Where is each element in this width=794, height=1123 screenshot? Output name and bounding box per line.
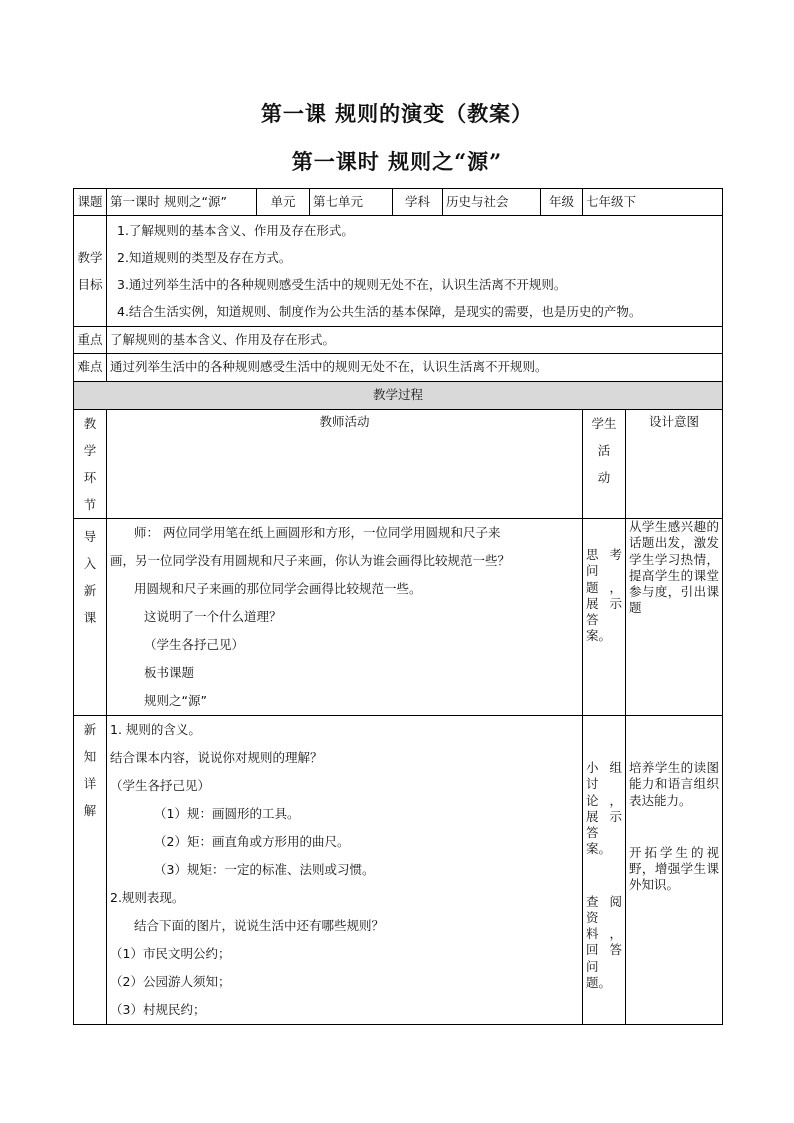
activity-line: （1）规：画圆形的工具。 (154, 806, 300, 821)
goal-item: 4.结合生活实例，知道规则、制度作为公共生活的基本保障，是现实的需要，也是历史的产物。 (117, 304, 642, 319)
key-point-value: 了解规则的基本含义、作用及存在形式。 (107, 327, 723, 354)
grade-label: 年级 (541, 189, 583, 216)
intro-design-intent: 从学生感兴趣的话题出发，激发学生学习热情，提高学生的课堂参与度，引出课题 (626, 519, 723, 716)
difficulty-label: 难点 (74, 354, 107, 382)
new-knowledge-row (74, 716, 723, 1025)
activity-line: 2.规则表现。 (110, 890, 185, 905)
goals-list (107, 216, 723, 327)
intent-column-header: 设计意图 (626, 410, 723, 519)
intro-teacher-activity (107, 519, 583, 716)
document-title: 第一课 规则的演变（教案） (260, 101, 534, 126)
lesson-plan-table (73, 188, 723, 1025)
key-point-row (74, 327, 723, 354)
activity-line: （3）村规民约； (110, 1002, 206, 1017)
student-column-header: 学生活 动 (583, 410, 626, 519)
teacher-column-header: 教师活动 (107, 410, 583, 519)
activity-line: （2）矩：画直角或方形用的曲尺。 (154, 834, 350, 849)
activity-line: 结合课本内容，说说你对规则的理解？ (110, 750, 323, 765)
difficulty-row (74, 354, 723, 382)
new-knowledge-student-activity: 小组讨论，展示答案。 查阅资料，回答问题。 (583, 716, 626, 1025)
activity-line: 1. 规则的含义。 (110, 722, 201, 737)
activity-line: （2）公园游人须知； (110, 974, 231, 989)
topic-label: 课题 (74, 189, 107, 216)
goal-item: 1.了解规则的基本含义、作用及存在形式。 (117, 223, 354, 238)
stage-column-header: 教 学 环 节 (74, 410, 107, 519)
goal-item: 3.通过列举生活中的各种规则感受生活中的规则无处不在，认识生活离不开规则。 (117, 277, 567, 292)
unit-label: 单元 (257, 189, 310, 216)
activity-line: （学生各抒己见） (110, 778, 211, 793)
activity-line: （3）规矩：一定的标准、法则或习惯。 (154, 862, 375, 877)
new-knowledge-stage: 新 知 详 解 (74, 716, 107, 1025)
activity-line: 规则之“源” (144, 693, 207, 708)
activity-line: 画，另一位同学没有用圆规和尺子来画，你认为谁会画得比较规范一些？ (110, 553, 511, 568)
intro-row (74, 519, 723, 716)
topic-value: 第一课时 规则之“源” (107, 189, 257, 216)
subject-label: 学科 (393, 189, 443, 216)
unit-value: 第七单元 (310, 189, 393, 216)
activity-line: 用圆规和尺子来画的那位同学会画得比较规范一些。 (134, 581, 422, 596)
activity-line: 结合下面的图片，说说生活中还有哪些规则？ (134, 918, 385, 933)
intro-stage: 导 入 新 课 (74, 519, 107, 716)
goals-row (74, 216, 723, 327)
intro-student-activity: 思考问题，展示答案。 (583, 519, 626, 716)
column-header-row (74, 410, 723, 519)
activity-line: （学生各抒己见） (144, 637, 245, 652)
process-header-row (74, 382, 723, 410)
difficulty-value: 通过列举生活中的各种规则感受生活中的规则无处不在，认识生活离不开规则。 (107, 354, 723, 382)
goal-item: 2.知道规则的类型及存在方式。 (117, 250, 292, 265)
grade-value: 七年级下 (583, 189, 723, 216)
activity-line: 师： 两位同学用笔在纸上画圆形和方形，一位同学用圆规和尺子来 (134, 525, 501, 540)
subject-value: 历史与社会 (443, 189, 541, 216)
new-knowledge-teacher-activity (107, 716, 583, 1025)
process-header: 教学过程 (74, 382, 723, 410)
new-knowledge-design-intent: 培养学生的读图能力和语言组织表达能力。 开拓学生的视野，增强学生课外知识。 (626, 716, 723, 1025)
header-row (74, 189, 723, 216)
document-subtitle: 第一课时 规则之“源” (291, 149, 503, 174)
activity-line: 板书课题 (144, 665, 195, 680)
key-point-label: 重点 (74, 327, 107, 354)
activity-line: （1）市民文明公约； (110, 946, 231, 961)
activity-line: 这说明了一个什么道理？ (144, 609, 282, 624)
goals-label: 教学 目标 (74, 216, 107, 327)
